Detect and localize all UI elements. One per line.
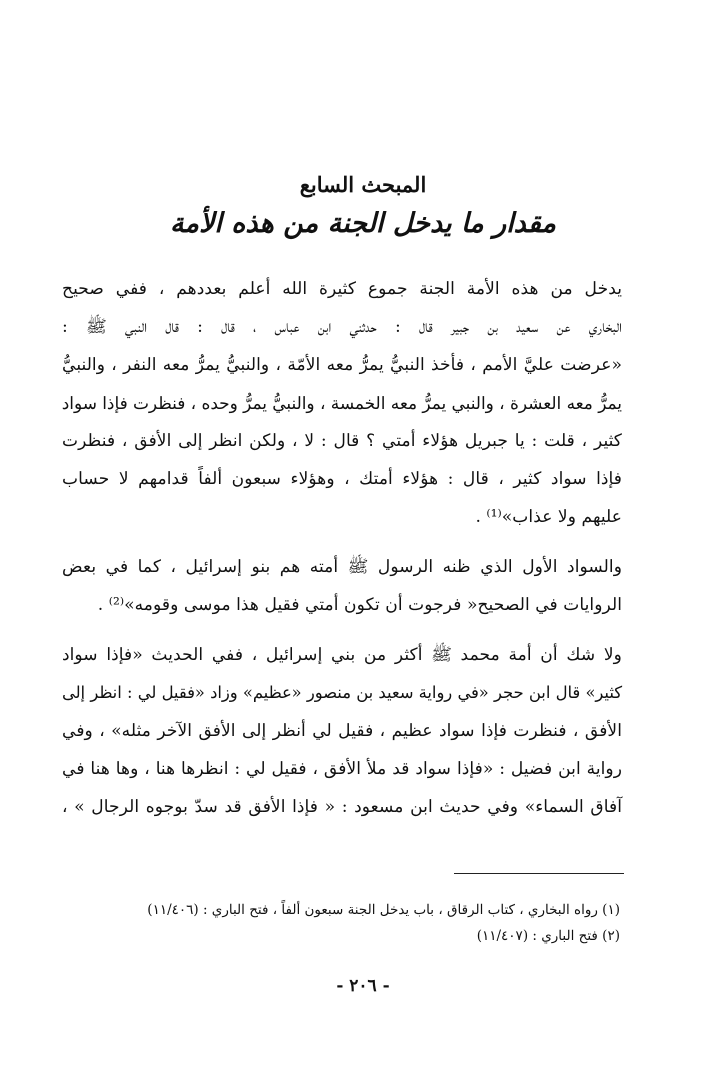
footnote-1: (١) رواه البخاري ، كتاب الرقاق ، باب يدخل الجنة سبعون ألفاً ، فتح الباري : (١١/٤٠٦) — [147, 902, 620, 918]
footnote-2: (٢) فتح الباري : (١١/٤٠٧) — [476, 928, 620, 944]
paragraph-3-line-3: الأفق ، فنظرت فإذا سواد عظيم ، فقيل لي أنظر إلى الأفق الآخر مثله» ، وفي — [62, 721, 622, 741]
paragraph-2-line-2: الروايات في الصحيح« فرجوت أن تكون أمتي فقيل هذا موسى وقومه»⁽²⁾ . — [97, 595, 622, 615]
paragraph-3-line-4: رواية ابن فضيل : «فإذا سواد قد ملأ الأفق ، فقيل لي : انظرها هنا ، وها هنا في — [62, 759, 622, 779]
paragraph-1-line-1: يدخل من هذه الأمة الجنة جموع كثيرة الله أعلم بعددهم ، ففي صحيح — [62, 279, 622, 299]
chapter-title: مقدار ما يدخل الجنة من هذه الأمة — [170, 208, 556, 239]
paragraph-2-line-1: والسواد الأول الذي ظنه الرسول ﷺ أمته هم بنو إسرائيل ، كما في بعض — [62, 557, 622, 577]
paragraph-3-line-2: كثير» قال ابن حجر «في رواية سعيد بن منصور «عظيم» وزاد «فقيل لي : انظر إلى — [62, 683, 622, 702]
paragraph-1-line-3: «عرضت عليَّ الأمم ، فأخذ النبيُّ يمرُّ معه الأمّة ، والنبيُّ يمرُّ معه النفر ، والنبيُّ — [62, 355, 622, 375]
paragraph-3-line-1: ولا شك أن أمة محمد ﷺ أكثر من بني إسرائيل ، ففي الحديث «فإذا سواد — [62, 645, 622, 665]
footnote-divider — [454, 873, 624, 874]
paragraph-3-line-5: آفاق السماء» وفي حديث ابن مسعود : « فإذا الأفق قد سدّ بوجوه الرجال » ، — [62, 797, 622, 817]
paragraph-1-line-2: البخاري عن سعيد بن جبير قال : حدثني ابن عباس ، قال : قال النبي ﷺ : — [62, 317, 622, 337]
chapter-heading: المبحث السابع — [299, 172, 427, 197]
page-number: - ٢٠٦ - — [336, 976, 390, 996]
paragraph-1-line-7: عليهم ولا عذاب»⁽¹⁾ . — [475, 507, 622, 527]
paragraph-1-line-4: يمرُّ معه العشرة ، والنبي يمرُّ معه الخمسة ، والنبيُّ يمرُّ وحده ، فنظرت فإذا سواد — [61, 393, 622, 413]
paragraph-1-line-5: كثير ، قلت : يا جبريل هؤلاء أمتي ؟ قال : لا ، ولكن انظر إلى الأفق ، فنظرت — [62, 431, 622, 451]
paragraph-1-line-6: فإذا سواد كثير ، قال : هؤلاء أمتك ، وهؤلاء سبعون ألفاً قدامهم لا حساب — [62, 469, 622, 489]
